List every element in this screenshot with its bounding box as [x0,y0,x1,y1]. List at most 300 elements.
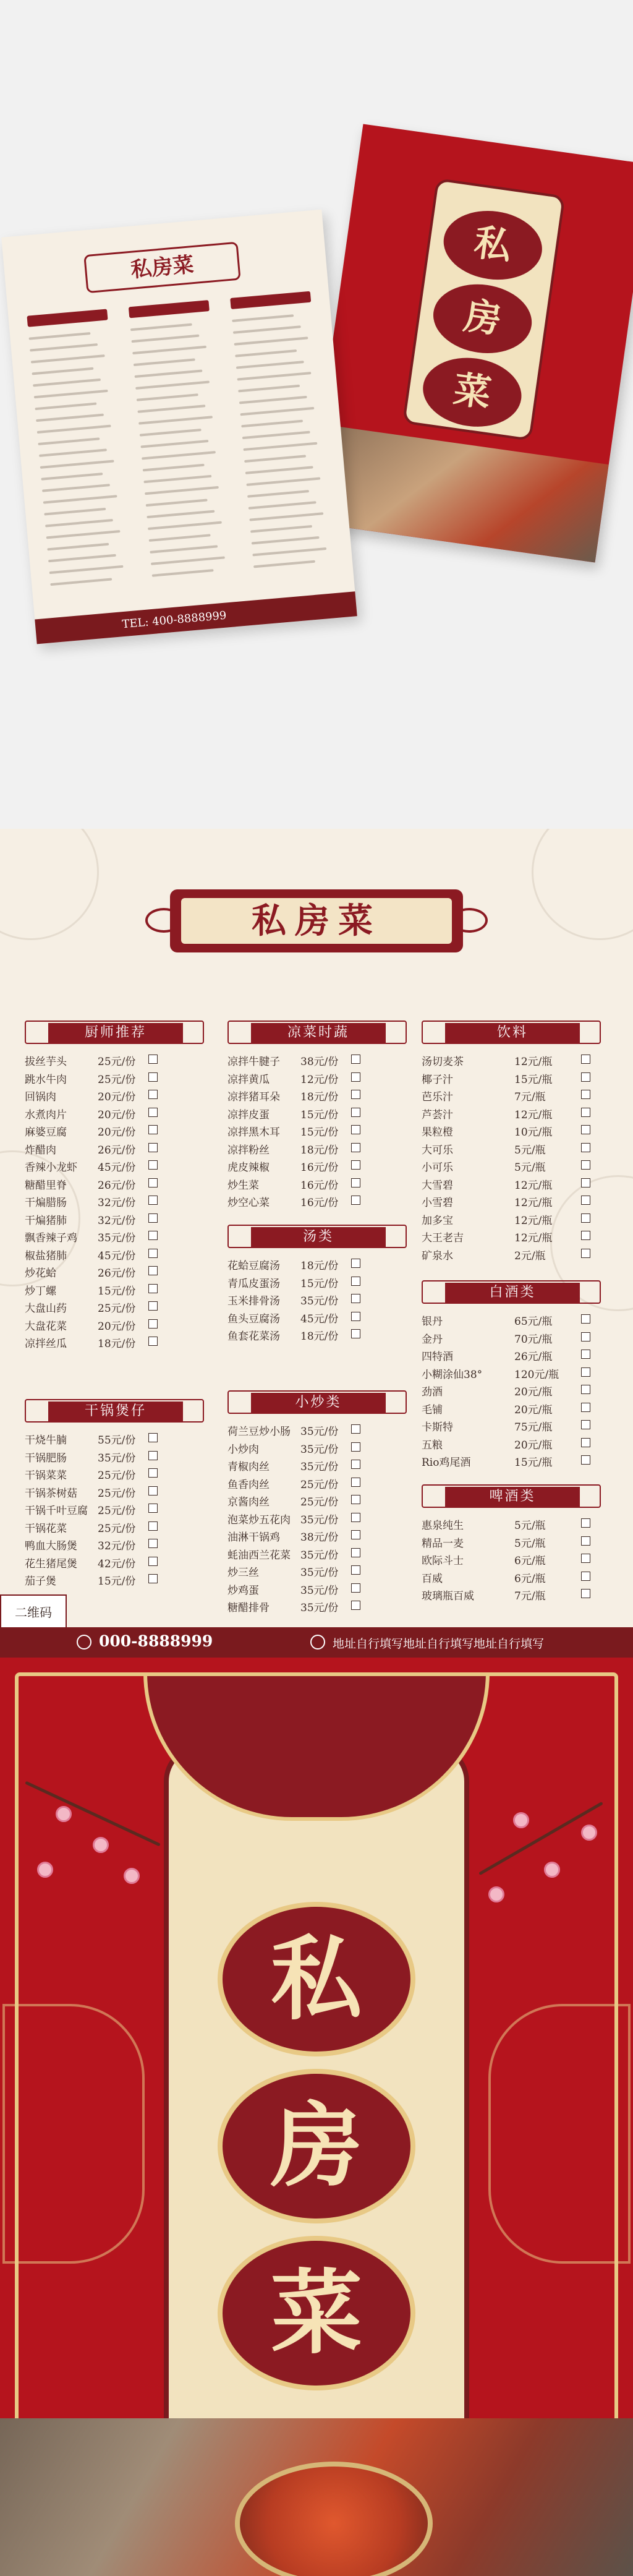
mockup-text-line [39,448,107,457]
order-checkbox[interactable] [581,1589,590,1598]
menu-item-price: 15元/份 [300,1126,339,1139]
mockup-text-line [40,460,114,468]
menu-item-price: 35元/份 [300,1513,339,1526]
menu-item-name: 青椒肉丝 [227,1461,270,1473]
menu-item-name: 金丹 [422,1333,443,1346]
menu-item-name: 虎皮辣椒 [227,1162,270,1174]
menu-item-price: 35元/份 [300,1461,339,1473]
mockup-text-line [232,314,294,322]
menu-item [227,1544,407,1562]
mockup-text-line [142,451,216,460]
menu-item [25,1447,204,1465]
order-checkbox[interactable] [581,1518,590,1528]
order-checkbox[interactable] [148,1451,158,1460]
menu-item-name: 香辣小龙虾 [25,1162,77,1174]
order-checkbox[interactable] [581,1332,590,1341]
order-checkbox[interactable] [351,1601,360,1610]
menu-item-name: 椰子汁 [422,1073,453,1086]
mockup-text-line [43,495,117,503]
order-checkbox[interactable] [581,1143,590,1152]
menu-item-name: 蚝油西兰花菜 [227,1549,291,1562]
menu-item [422,1549,601,1567]
menu-item-name: 干锅茶树菇 [25,1487,77,1500]
menu-item [227,1596,407,1614]
section-drypot [25,1399,204,1588]
order-checkbox[interactable] [351,1160,360,1170]
menu-item-name: 糖醋排骨 [227,1602,270,1614]
order-checkbox[interactable] [581,1178,590,1187]
menu-item-name: 鱼头豆腐汤 [227,1312,280,1325]
order-checkbox[interactable] [581,1090,590,1099]
menu-item-name: 鱼套花菜汤 [227,1330,280,1343]
order-checkbox[interactable] [148,1433,158,1442]
left-lattice-ornament [2,2004,145,2264]
plum-blossom-icon [56,1806,72,1822]
menu-item-price: 38元/份 [300,1056,339,1068]
order-checkbox[interactable] [351,1090,360,1099]
section-cold [227,1021,407,1209]
menu-item-price: 35元/份 [98,1232,136,1244]
mockup-footer-phone: TEL: 400-8888999 [121,609,227,631]
menu-item-price: 35元/份 [300,1567,339,1579]
order-checkbox[interactable] [351,1178,360,1187]
order-checkbox[interactable] [581,1554,590,1563]
order-checkbox[interactable] [581,1231,590,1240]
mockup-text-line [38,437,100,445]
section-heading [422,1484,601,1508]
order-checkbox[interactable] [581,1350,590,1359]
location-pin-icon [310,1635,325,1650]
menu-item-name: 鱼香肉丝 [227,1478,270,1491]
mockup-text-line [150,545,218,554]
menu-item-price: 32元/份 [98,1540,136,1552]
menu-item-name: 炒空心菜 [227,1197,270,1209]
mockup-text-line [135,380,210,389]
order-checkbox[interactable] [351,1277,360,1286]
order-checkbox[interactable] [351,1548,360,1557]
menu-item-price: 75元/瓶 [514,1421,553,1434]
order-checkbox[interactable] [148,1574,158,1583]
section-heading-label: 小炒类 [251,1393,386,1413]
menu-item-price: 15元/份 [300,1108,339,1121]
menu-item-price: 5元/瓶 [514,1520,546,1532]
menu-item-price: 2元/瓶 [514,1249,546,1262]
mockup-section-head [129,300,210,318]
menu-item-name: 果粒橙 [422,1126,453,1139]
order-checkbox[interactable] [148,1108,158,1117]
order-checkbox[interactable] [351,1478,360,1487]
menu-item-name: 花生猪尾煲 [25,1557,77,1570]
menu-item-price: 42元/份 [98,1557,136,1570]
order-checkbox[interactable] [581,1367,590,1377]
order-checkbox[interactable] [148,1284,158,1293]
menu-item [25,1174,204,1192]
menu-item [422,1068,601,1086]
order-checkbox[interactable] [148,1468,158,1478]
menu-item [422,1585,601,1603]
order-checkbox[interactable] [351,1196,360,1205]
menu-item-price: 26元/份 [98,1267,136,1280]
order-checkbox[interactable] [351,1055,360,1064]
mockup-text-line [44,508,106,516]
menu-item-name: 凉拌牛腱子 [227,1056,280,1068]
section-heading [25,1021,204,1044]
order-checkbox[interactable] [351,1442,360,1452]
cover-title-char-1: 私 [218,1902,415,2056]
menu-item [422,1380,601,1398]
menu-item [227,1438,407,1456]
menu-item [227,1420,407,1438]
menu-item-name: 跳水牛肉 [25,1073,67,1086]
menu-item-name: 回锅肉 [25,1091,56,1103]
menu-item-name: 青瓜皮蛋汤 [227,1277,280,1290]
order-checkbox[interactable] [581,1314,590,1324]
plum-blossom-icon [488,1886,504,1902]
order-checkbox[interactable] [351,1424,360,1434]
menu-item [422,1328,601,1346]
menu-item [25,1103,204,1121]
order-checkbox[interactable] [581,1536,590,1546]
menu-item [422,1050,601,1068]
order-checkbox[interactable] [148,1249,158,1258]
mockup-text-line [249,501,316,510]
order-checkbox[interactable] [581,1196,590,1205]
menu-item [25,1226,204,1244]
menu-item [25,1534,204,1552]
menu-item-price: 5元/瓶 [514,1162,546,1174]
menu-item-price: 20元/瓶 [514,1403,553,1416]
mockup-text-line [239,396,307,404]
menu-item-price: 26元/份 [98,1144,136,1157]
order-checkbox[interactable] [351,1530,360,1539]
order-checkbox[interactable] [581,1438,590,1447]
menu-item [25,1262,204,1280]
order-checkbox[interactable] [351,1583,360,1593]
menu-item [422,1416,601,1434]
menu-item-name: 惠泉纯生 [422,1520,464,1532]
menu-item-price: 20元/份 [98,1091,136,1103]
mockup-text-line [250,525,312,533]
mockup-text-line [49,565,124,574]
order-checkbox[interactable] [351,1495,360,1504]
order-checkbox[interactable] [148,1213,158,1223]
menu-item-price: 12元/份 [300,1073,339,1086]
menu-item-price: 20元/份 [98,1108,136,1121]
mockup-text-line [32,367,93,375]
section-stirfry [227,1390,407,1614]
order-checkbox[interactable] [148,1160,158,1170]
menu-item-name: 大盘山药 [25,1303,67,1315]
order-checkbox[interactable] [148,1055,158,1064]
order-checkbox[interactable] [581,1108,590,1117]
menu-item-name: 小炒肉 [227,1443,259,1456]
mockup-menu-sheet [1,210,357,644]
order-checkbox[interactable] [148,1196,158,1205]
section-heading [227,1021,407,1044]
menu-item-price: 12元/瓶 [514,1179,553,1192]
section-drinks [422,1021,601,1262]
menu-item-price: 18元/份 [300,1144,339,1157]
menu-item-name: 荷兰豆炒小肠 [227,1426,291,1438]
menu-item [422,1191,601,1209]
section-heading [422,1021,601,1044]
section-heading [227,1390,407,1414]
menu-item-name: 泡菜炒五花肉 [227,1513,291,1526]
menu-item-price: 26元/瓶 [514,1351,553,1363]
menu-item [25,1121,204,1139]
order-checkbox[interactable] [351,1143,360,1152]
mockup-text-line [151,556,225,565]
mockup-text-line [235,349,297,357]
menu-item [227,1579,407,1597]
order-checkbox[interactable] [351,1565,360,1575]
order-checkbox[interactable] [351,1259,360,1268]
menu-item [25,1482,204,1500]
mockup-text-line [148,521,222,530]
menu-item-price: 55元/份 [98,1434,136,1447]
section-soup [227,1225,407,1343]
menu-item-name: 凉拌黄瓜 [227,1073,270,1086]
menu-title: 私房菜 [252,901,381,941]
mockup-text-line [138,416,213,424]
menu-item-price: 20元/瓶 [514,1386,553,1398]
mockup-food-photo [307,424,609,563]
mockup-text-line [245,466,313,474]
mockup-text-line [45,519,113,528]
mockup-text-line [46,530,121,539]
menu-item-price: 45元/份 [98,1249,136,1262]
order-checkbox[interactable] [148,1557,158,1566]
order-checkbox[interactable] [351,1460,360,1469]
right-lattice-ornament [488,2004,631,2264]
menu-item-name: 凉拌粉丝 [227,1144,270,1157]
footer-phone: 000-8888999 [99,1632,213,1650]
menu-item-name: 五粮 [422,1439,443,1452]
order-checkbox[interactable] [581,1572,590,1581]
order-checkbox[interactable] [351,1513,360,1522]
section-heading-label: 干锅煲仔 [48,1401,183,1421]
menu-item [25,1429,204,1447]
mockup-text-line [140,440,208,448]
menu-item-price: 32元/份 [98,1214,136,1227]
menu-item [227,1325,407,1343]
menu-title-banner [145,884,488,957]
section-beer [422,1484,601,1603]
menu-item [25,1139,204,1157]
menu-item-name: 炒鸡蛋 [227,1584,259,1597]
menu-item-price: 18元/份 [300,1260,339,1272]
menu-item-price: 6元/瓶 [514,1572,546,1585]
order-checkbox[interactable] [148,1504,158,1513]
menu-item-price: 18元/份 [300,1330,339,1343]
menu-item-name: 炒生菜 [227,1179,259,1192]
mockup-text-line [242,431,310,440]
menu-item-price: 15元/瓶 [514,1457,553,1469]
order-checkbox[interactable] [581,1249,590,1258]
menu-item [227,1068,407,1086]
menu-item [422,1103,601,1121]
mockup-section-head [230,291,311,309]
menu-item-name: 矿泉水 [422,1249,453,1262]
menu-item-price: 16元/份 [300,1197,339,1209]
section-heading [25,1399,204,1423]
order-checkbox[interactable] [148,1178,158,1187]
menu-item [25,1464,204,1482]
menu-item-name: 百威 [422,1572,443,1585]
mockup-text-line [145,486,219,495]
menu-item-name: 炒三丝 [227,1567,259,1579]
menu-mockup-preview [0,0,633,829]
menu-item-price: 25元/份 [98,1470,136,1482]
order-checkbox[interactable] [148,1539,158,1548]
menu-item [422,1139,601,1157]
menu-item [422,1567,601,1585]
menu-item-price: 35元/份 [300,1602,339,1614]
mockup-text-line [244,455,306,463]
menu-item [227,1526,407,1544]
mockup-text-line [252,536,320,545]
order-checkbox[interactable] [148,1125,158,1134]
mockup-cover-char-1: 私 [439,205,546,286]
menu-item-price: 5元/瓶 [514,1537,546,1550]
menu-item-name: 凉拌猪耳朵 [227,1091,280,1103]
mockup-text-line [246,477,320,486]
order-checkbox[interactable] [148,1143,158,1152]
menu-item [422,1532,601,1550]
order-checkbox[interactable] [581,1213,590,1223]
mockup-text-line [149,534,211,542]
menu-item [227,1272,407,1290]
menu-item [25,1068,204,1086]
menu-item [25,1570,204,1588]
menu-item [422,1244,601,1262]
menu-item [422,1398,601,1416]
order-checkbox[interactable] [148,1301,158,1311]
mockup-text-line [35,403,96,411]
order-checkbox[interactable] [148,1486,158,1496]
menu-item [25,1552,204,1570]
order-checkbox[interactable] [351,1312,360,1321]
mockup-text-line [233,325,301,334]
menu-item-name: 毛铺 [422,1403,443,1416]
mockup-text-line [143,475,211,484]
menu-item [422,1434,601,1452]
order-checkbox[interactable] [351,1125,360,1134]
menu-item-name: Rio鸡尾酒 [422,1457,471,1469]
mockup-text-line [240,407,314,416]
menu-item-name: 卡斯特 [422,1421,453,1434]
menu-item [422,1209,601,1227]
order-checkbox[interactable] [581,1385,590,1394]
mockup-text-line [134,358,195,366]
menu-item-price: 12元/瓶 [514,1197,553,1209]
order-checkbox[interactable] [148,1090,158,1099]
menu-item-price: 15元/份 [98,1285,136,1298]
menu-item-price: 15元/份 [98,1575,136,1588]
order-checkbox[interactable] [148,1319,158,1329]
menu-item-name: 糖醋里脊 [25,1179,67,1192]
menu-item [25,1297,204,1315]
menu-item [422,1174,601,1192]
order-checkbox[interactable] [148,1231,158,1240]
order-checkbox[interactable] [351,1072,360,1082]
menu-item [227,1561,407,1579]
menu-item-name: 四特酒 [422,1351,453,1363]
menu-item-price: 15元/瓶 [514,1073,553,1086]
order-checkbox[interactable] [581,1072,590,1082]
menu-item-name: 干煸猪肺 [25,1214,67,1227]
menu-item-name: 凉拌皮蛋 [227,1108,270,1121]
mockup-text-line [34,390,108,398]
menu-footer [0,1627,633,1658]
plum-blossom-icon [124,1868,140,1884]
menu-item-name: 飘香辣子鸡 [25,1232,77,1244]
order-checkbox[interactable] [581,1420,590,1429]
order-checkbox[interactable] [581,1125,590,1134]
order-checkbox[interactable] [148,1521,158,1531]
menu-item-price: 12元/瓶 [514,1214,553,1227]
menu-item [422,1451,601,1469]
menu-item-name: 玻璃瓶百威 [422,1590,474,1603]
menu-item [227,1121,407,1139]
menu-item [227,1491,407,1508]
menu-item-name: 花蛤豆腐汤 [227,1260,280,1272]
mockup-text-line [241,420,303,428]
order-checkbox[interactable] [148,1072,158,1082]
menu-item-price: 25元/份 [300,1496,339,1508]
menu-item [227,1174,407,1192]
section-heading-label: 饮料 [445,1023,580,1043]
mockup-section-head [27,309,108,327]
order-checkbox[interactable] [148,1266,158,1275]
mockup-text-line [47,543,109,551]
menu-item-price: 16元/份 [300,1162,339,1174]
order-checkbox[interactable] [351,1329,360,1338]
order-checkbox[interactable] [351,1294,360,1303]
order-checkbox[interactable] [581,1455,590,1465]
menu-item [227,1103,407,1121]
menu-item-name: 炒花蛤 [25,1267,56,1280]
order-checkbox[interactable] [581,1403,590,1412]
order-checkbox[interactable] [581,1160,590,1170]
menu-item-name: 干锅肥肠 [25,1452,67,1465]
menu-item [422,1226,601,1244]
mockup-text-line [36,414,104,422]
menu-item-price: 18元/份 [300,1091,339,1103]
menu-item-price: 35元/份 [98,1452,136,1465]
menu-item-name: 银丹 [422,1316,443,1328]
order-checkbox[interactable] [581,1055,590,1064]
menu-item-name: 加多宝 [422,1214,453,1227]
mockup-text-line [252,547,326,556]
mockup-text-line [41,473,103,481]
menu-item-price: 6元/瓶 [514,1555,546,1567]
menu-item-price: 25元/份 [98,1056,136,1068]
menu-item-name: 凉拌丝瓜 [25,1338,67,1350]
mockup-text-line [37,425,111,434]
mockup-menu-footer [35,591,357,644]
order-checkbox[interactable] [351,1108,360,1117]
mockup-text-line [132,346,206,354]
menu-item-name: 大可乐 [422,1144,453,1157]
plum-blossom-icon [544,1862,560,1878]
menu-item [25,1085,204,1103]
menu-item-name: 炒丁螺 [25,1285,56,1298]
menu-cover-page [0,1658,633,2576]
section-heading-label: 汤类 [251,1227,386,1247]
order-checkbox[interactable] [148,1337,158,1346]
menu-item-price: 25元/份 [98,1303,136,1315]
